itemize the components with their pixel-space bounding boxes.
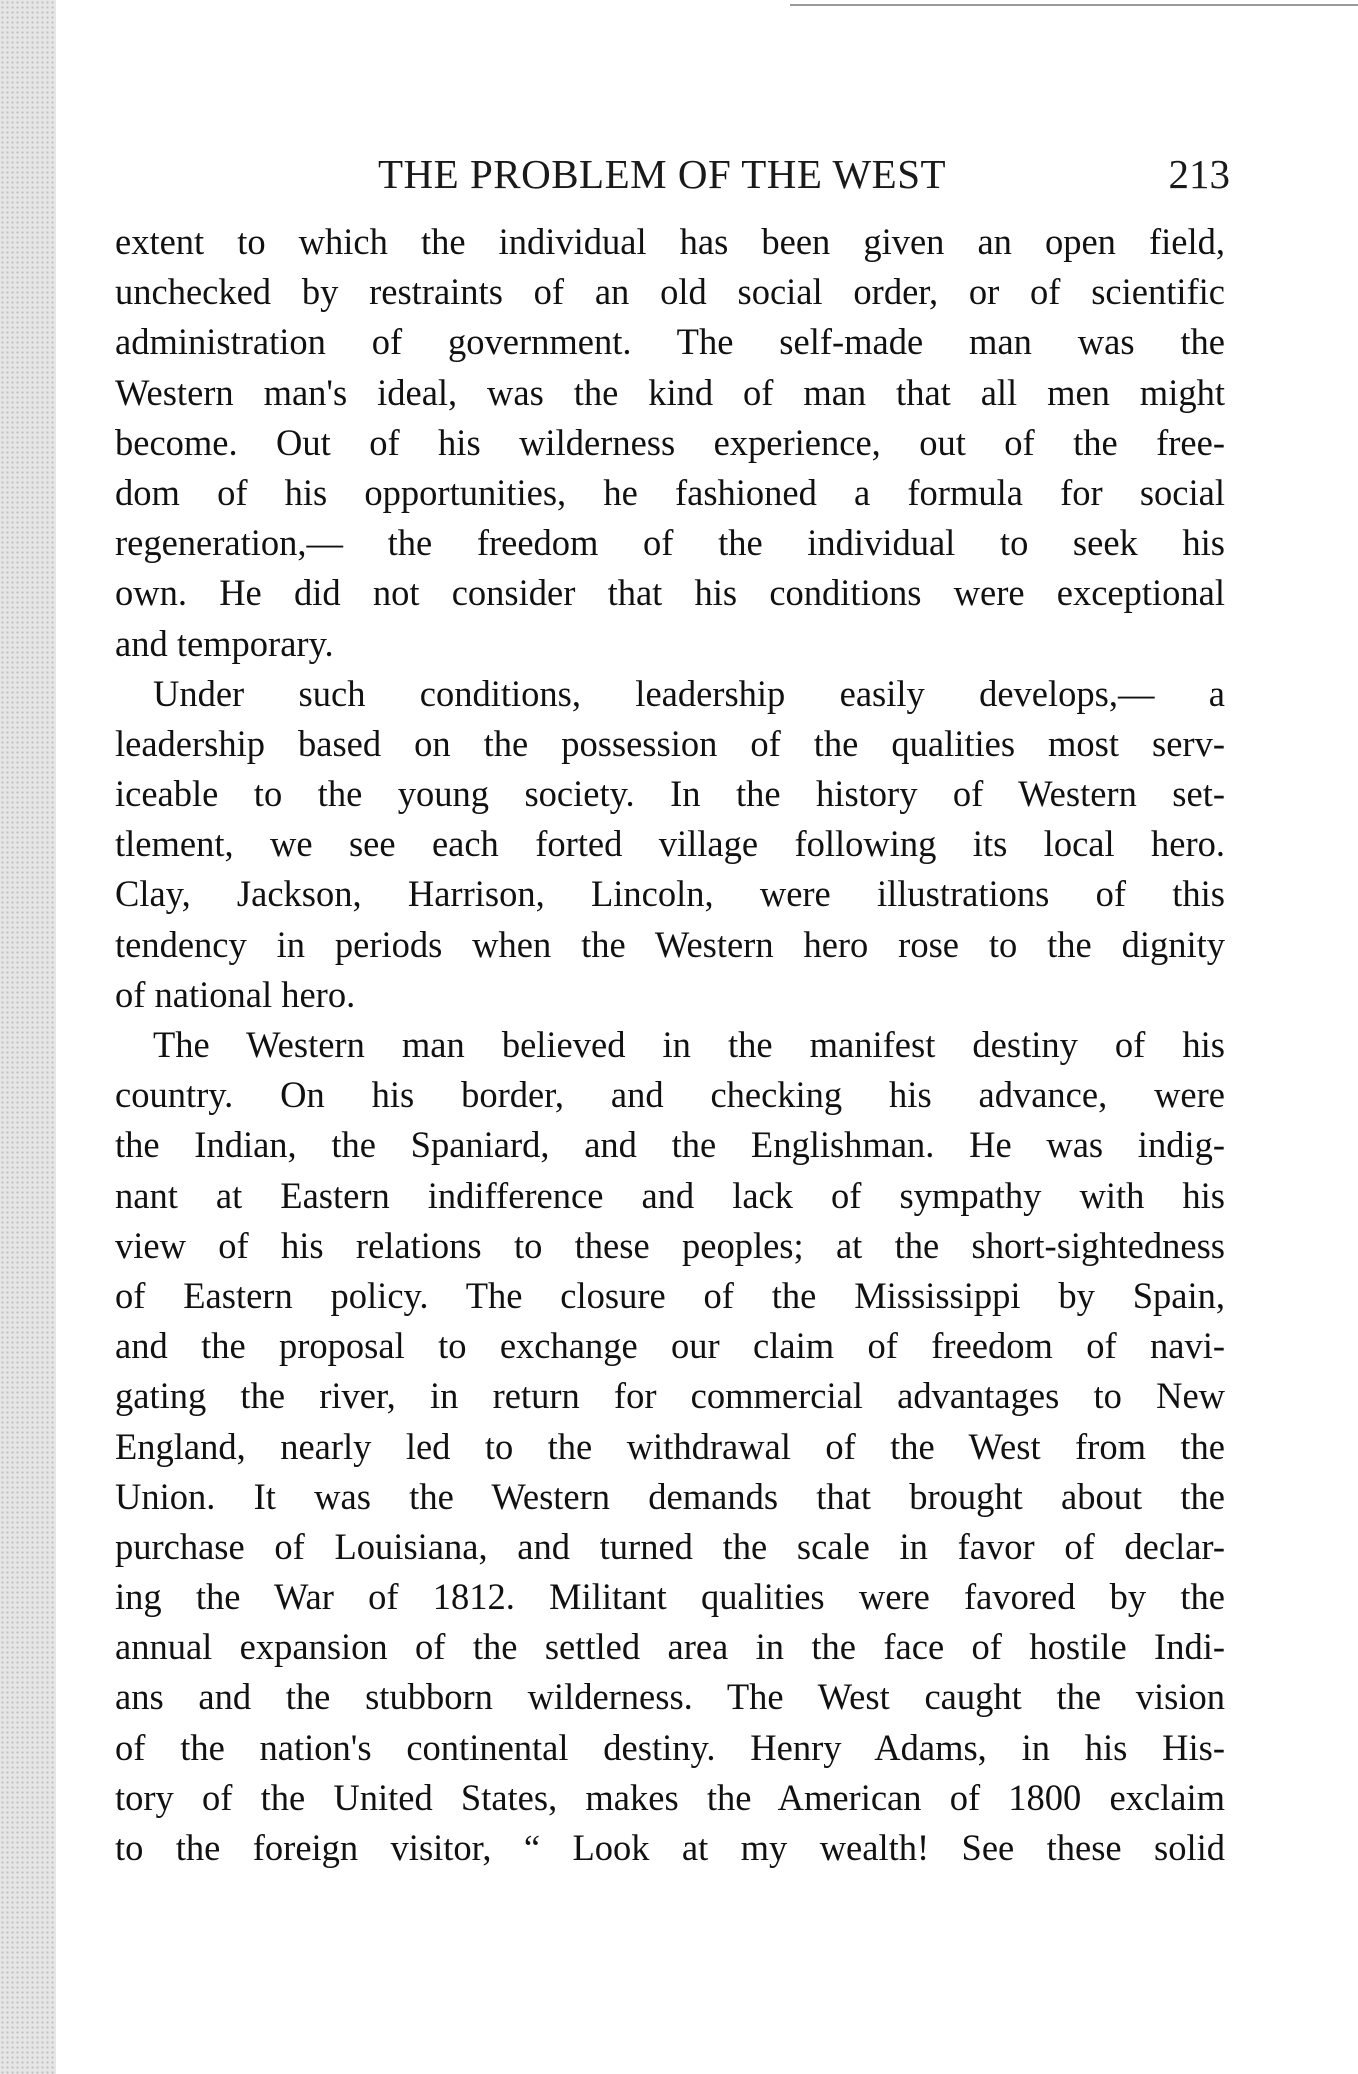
text-line: gating the river, in return for commercial advantages to New (115, 1375, 1225, 1417)
text-line: country. On his border, and checking his advance, were (115, 1074, 1225, 1116)
text-line: annual expansion of the settled area in the face of hostile Indi- (115, 1626, 1225, 1668)
text-line: of the nation's continental destiny. Henry Adams, in his His- (115, 1726, 1225, 1768)
top-border-rule (790, 4, 1358, 6)
paragraph-end-line: of national hero. (115, 973, 356, 1015)
text-line: the Indian, the Spaniard, and the Englishman. He was indig- (115, 1124, 1225, 1166)
text-line: England, nearly led to the withdrawal of the West from the (115, 1425, 1225, 1467)
text-line: own. He did not consider that his conditions were exceptional (115, 572, 1225, 614)
paragraph-start-line: The Western man believed in the manifest destiny of his (153, 1024, 1225, 1065)
text-line: leadership based on the possession of the qualities most serv- (115, 722, 1225, 764)
text-line: administration of government. The self-made man was the (115, 321, 1225, 363)
text-line: unchecked by restraints of an old social order, or of scientific (115, 271, 1225, 313)
text-line: tendency in periods when the Western hero rose to the dignity (115, 923, 1225, 965)
text-line: dom of his opportunities, he fashioned a formula for social (115, 471, 1225, 513)
text-line: Clay, Jackson, Harrison, Lincoln, were illustrations of this (115, 873, 1225, 915)
text-line: nant at Eastern indifference and lack of sympathy with his (115, 1174, 1225, 1216)
text-line: and the proposal to exchange our claim of freedom of navi- (115, 1325, 1225, 1367)
text-line: iceable to the young society. In the history of Western set- (115, 773, 1225, 815)
text-line: view of his relations to these peoples; at the short-sightedness (115, 1224, 1225, 1266)
text-line: to the foreign visitor, “ Look at my wealth! See these solid (115, 1827, 1225, 1868)
text-line: of Eastern policy. The closure of the Mississippi by Spain, (115, 1274, 1225, 1316)
page-header (130, 150, 1230, 210)
text-line: tlement, we see each forted village following its local hero. (115, 823, 1225, 865)
text-line: Western man's ideal, was the kind of man that all men might (115, 371, 1225, 413)
text-line: regeneration,— the freedom of the individual to seek his (115, 522, 1225, 564)
running-title: THE PROBLEM OF THE WEST (378, 151, 947, 197)
text-line: tory of the United States, makes the American of 1800 exclaim (115, 1776, 1225, 1818)
text-line: extent to which the individual has been given an open field, (115, 221, 1225, 262)
text-line: purchase of Louisiana, and turned the scale in favor of declar- (115, 1525, 1225, 1567)
text-line: become. Out of his wilderness experience, out of the free- (115, 421, 1225, 463)
paragraph-start-line: Under such conditions, leadership easily develops,— a (153, 672, 1225, 714)
page-number: 213 (1168, 151, 1230, 197)
paragraph-end-line: and temporary. (115, 622, 334, 664)
text-line: ing the War of 1812. Militant qualities were favored by the (115, 1576, 1225, 1618)
text-line: Union. It was the Western demands that brought about the (115, 1475, 1225, 1517)
text-line: ans and the stubborn wilderness. The West caught the vision (115, 1676, 1225, 1718)
page-edge-shading (0, 0, 56, 2074)
body-text (115, 217, 1225, 1873)
